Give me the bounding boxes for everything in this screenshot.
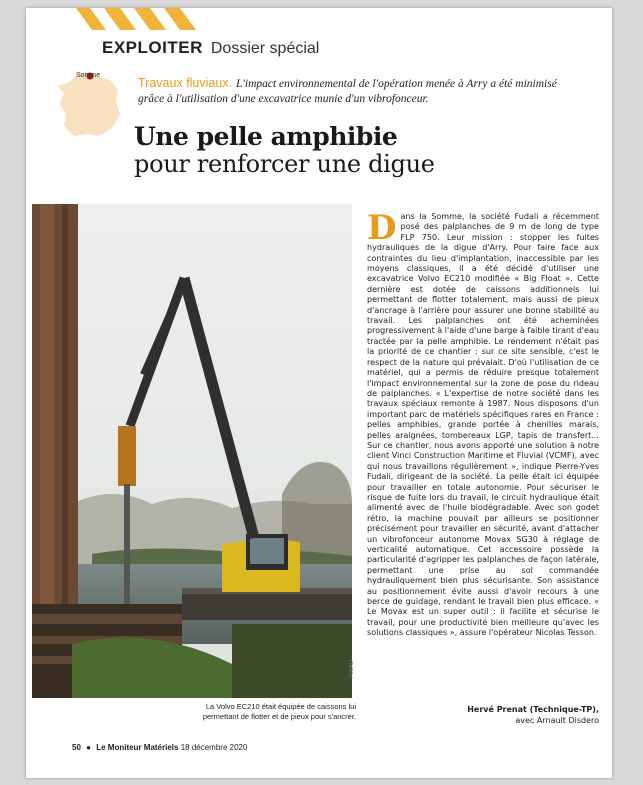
bullet-separator-icon: ● [86,743,91,752]
byline [367,704,599,726]
section-title: EXPLOITER [102,38,203,57]
byline-author: Hervé Prenat (Technique-TP), [467,705,599,714]
intro-body: L'impact environnemental de l'opération menée à Arry a été minimisé grâce à l'utilisation d'une excavatrice munie d'un vibrofonceur. [138,78,557,105]
headline-line1: Une pelle amphibie [134,122,398,151]
map-region-label: Somme [76,72,101,79]
headline-line2: pour renforcer une digue [134,150,435,178]
section-header [102,38,319,58]
page-number: 50 [72,743,81,752]
decorative-stripes [76,8,216,30]
dropcap: D [367,208,397,248]
page-footer [72,743,247,752]
map-of-france-icon [56,70,126,140]
intro-text [138,76,558,107]
article-photo [32,204,352,698]
article-body [367,208,599,639]
photo-caption: La Volvo EC210 était équipée de caissons lui permettant de flotter et de pieux pour s'ancrer. [202,702,356,721]
article-paragraph: ans la Somme, la société Fudali a récemment posé des palplanches de 9 m de long de type FLP 750. Leur mission : stopper les fuites hydrauliques de la digue d'Arry. Pour faire face aux contraintes du lieu d'implantation, inaccessible par les moyens classiques, il a été décidé d'utiliser une excavatrice Volvo EC210 modifiée « Big Float ». Cette dernière est dotée de caissons additionnels lui permettant de flotter totalement, mais aussi de pieux d'ancrage à l'arrière pour assurer une bonne stabilité au travail. Les palplanches ont été acheminées progressivement à l'aide d'une barge à faible tirant d'eau tractée par la pelle amphibie. Le rendement n'était pas la priorité de ce chantier : sur ce site sensible, c'est le respect de la nature qui prévalait. D'où l'utilisation de ce matériel, qui a permis de réduire presque totalement l'impact environnemental sur la zone de pose du rideau de palplanches. « L'expertise de notre société dans les travaux spéciaux remonte à 1987. Nous disposons d'un important parc de matériels spécifiques rares en France : pelles amphibies, grande portée à chenilles marais, pelles araignées, tombereaux LGP, tapis de transfert... Sur ce chantier, nous avons apporté une solution à notre client Vinci Construction Maritime et Fluvial (VCMF), avec qui nous travaillons régulièrement », indique Pierre-Yves Fudali, dirigeant de la société. La pelle était ici équipée pour travailler en totale autonomie. Pour sécuriser le risque de fuite lors du travail, le circuit hydraulique était alimenté avec de l'huile biodégradable. Avec son godet rétro, la machine pouvait par ailleurs se positionner précisément pour travailler en sécurité, avant d'attacher un vibrofonceur autonome Movax SG30 à réglage de verticalité automatique. Cet accessoire possède la particularité d'agripper les palplanches de façon latérale, permettant une prise au sol commandée hydrauliquement bien plus sécurisante. Son assistance au positionnement évite aussi d'avoir recours à une berce de guidage, rendant le travail bien plus efficace. « Le Movax est un super outil : il facilite et sécurise le travail, pour une productivité bien meilleure qu'avec les solutions classiques », assure l'opérateur Nicolas Tesson. [367,212,599,638]
section-subtitle: Dossier spécial [210,40,320,57]
publication-name: Le Moniteur Matériels [96,743,179,752]
magazine-page [26,8,612,778]
intro-kicker: Travaux fluviaux. [138,76,233,90]
publication-date: 18 décembre 2020 [180,743,248,752]
photo-credit: FUDALI [349,660,355,678]
byline-coauthor: avec Arnault Disdero [515,716,599,725]
